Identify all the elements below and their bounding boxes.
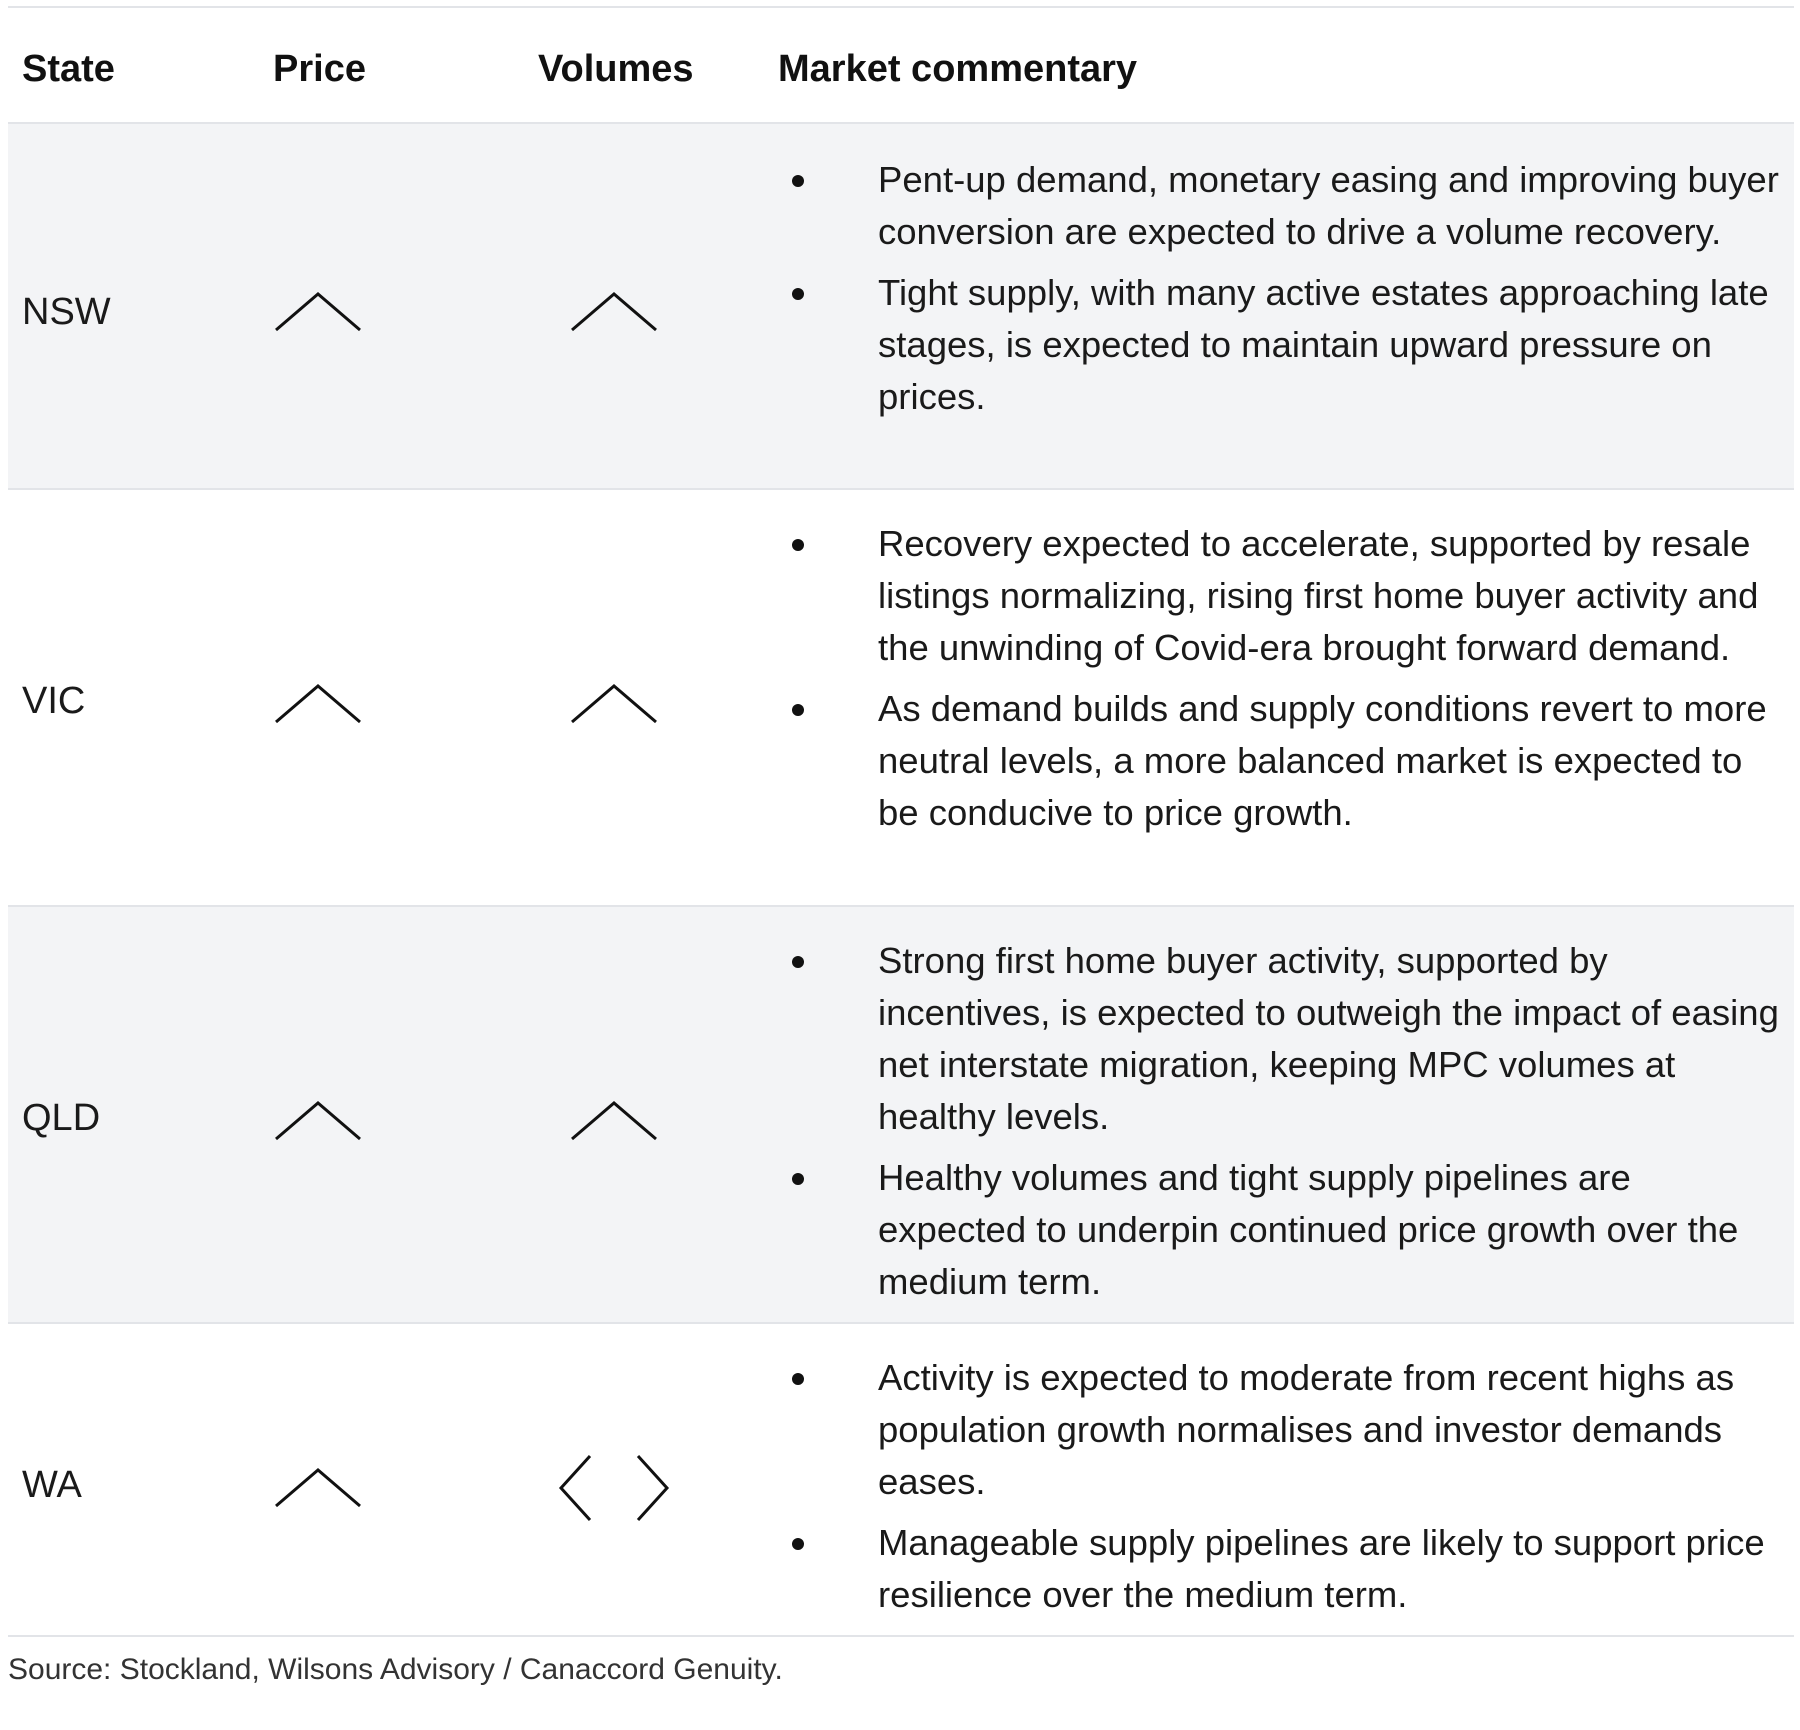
bullet-icon bbox=[792, 956, 804, 968]
table-header bbox=[8, 8, 1794, 124]
table-row-wa bbox=[8, 1324, 1794, 1637]
list-item: Recovery expected to accelerate, supported by resale listings normalizing, rising first home buyer activity and the unwinding of Covid-era brought forward demand. bbox=[778, 518, 1788, 674]
bullet-icon bbox=[792, 1373, 804, 1385]
bullet-icon bbox=[792, 288, 804, 300]
commentary-list bbox=[778, 154, 1788, 423]
commentary-list bbox=[778, 1352, 1788, 1621]
list-item: Healthy volumes and tight supply pipelines are expected to underpin continued price growth over the medium term. bbox=[778, 1152, 1788, 1308]
header-commentary: Market commentary bbox=[778, 48, 1138, 90]
header-state: State bbox=[22, 48, 115, 90]
bullet-icon bbox=[792, 175, 804, 187]
volumes-chevron-up-icon bbox=[570, 288, 658, 334]
table-row-vic bbox=[8, 490, 1794, 907]
header-volumes: Volumes bbox=[538, 48, 694, 90]
state-name: WA bbox=[22, 1464, 82, 1506]
state-name: NSW bbox=[22, 291, 111, 333]
source-note: Source: Stockland, Wilsons Advisory / Canaccord Genuity. bbox=[8, 1653, 783, 1686]
commentary-list bbox=[778, 935, 1788, 1308]
price-chevron-up-icon bbox=[274, 1464, 362, 1510]
list-item: Tight supply, with many active estates approaching late stages, is expected to maintain upward pressure on prices. bbox=[778, 267, 1788, 423]
volumes-chevron-up-icon bbox=[570, 680, 658, 726]
volumes-chevron-left-right-icon bbox=[558, 1454, 670, 1522]
commentary-list bbox=[778, 518, 1788, 839]
state-name: VIC bbox=[22, 680, 86, 722]
list-item: Pent-up demand, monetary easing and improving buyer conversion are expected to drive a volume recovery. bbox=[778, 154, 1788, 258]
volumes-chevron-up-icon bbox=[570, 1097, 658, 1143]
list-item: As demand builds and supply conditions revert to more neutral levels, a more balanced market is expected to be conducive to price growth. bbox=[778, 683, 1788, 839]
list-item: Manageable supply pipelines are likely to support price resilience over the medium term. bbox=[778, 1517, 1788, 1621]
list-item: Activity is expected to moderate from recent highs as population growth normalises and investor demands eases. bbox=[778, 1352, 1788, 1508]
state-name: QLD bbox=[22, 1097, 101, 1139]
table-row-nsw bbox=[8, 124, 1794, 490]
bullet-icon bbox=[792, 704, 804, 716]
price-chevron-up-icon bbox=[274, 680, 362, 726]
bullet-icon bbox=[792, 1173, 804, 1185]
price-chevron-up-icon bbox=[274, 1097, 362, 1143]
table-row-qld bbox=[8, 907, 1794, 1324]
price-chevron-up-icon bbox=[274, 288, 362, 334]
bullet-icon bbox=[792, 539, 804, 551]
header-price: Price bbox=[273, 48, 366, 90]
list-item: Strong first home buyer activity, supported by incentives, is expected to outweigh the impact of easing net interstate migration, keeping MPC volumes at healthy levels. bbox=[778, 935, 1788, 1143]
bullet-icon bbox=[792, 1538, 804, 1550]
